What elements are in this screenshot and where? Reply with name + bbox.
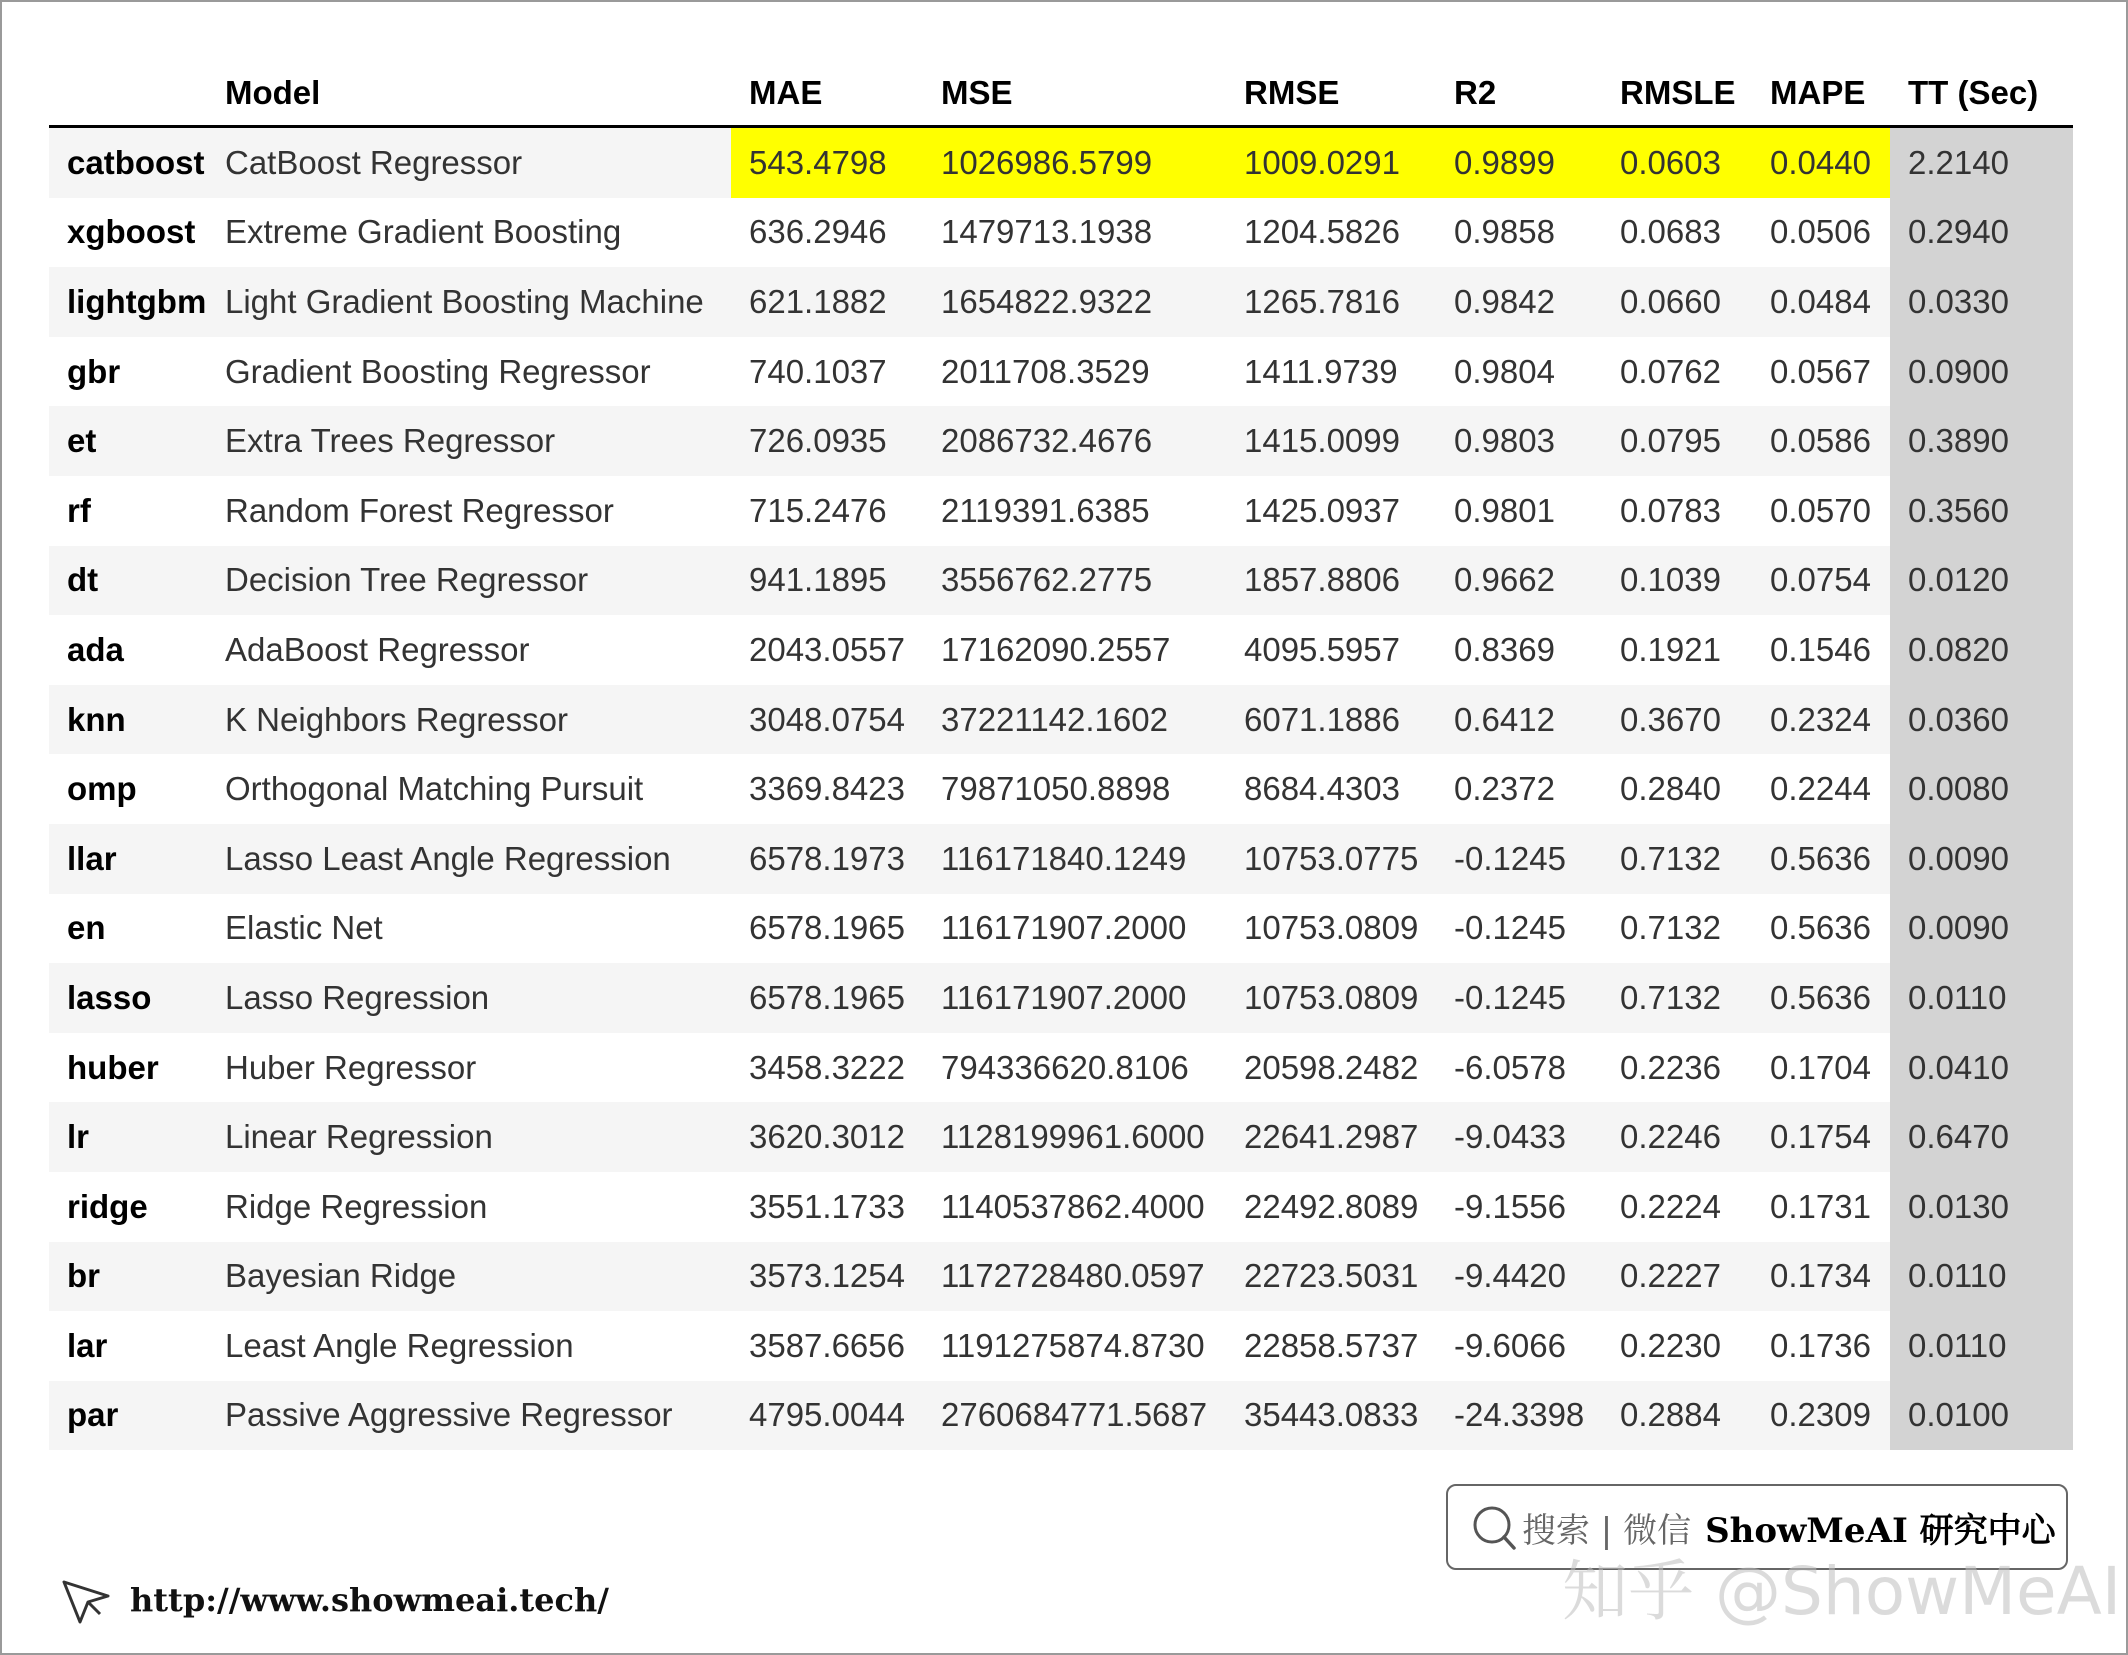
cell-index: dt xyxy=(49,546,207,616)
cell-mape: 0.2244 xyxy=(1752,754,1890,824)
cell-tt: 0.0110 xyxy=(1890,1242,2073,1312)
cell-tt: 0.0110 xyxy=(1890,1311,2073,1381)
header-rmsle: RMSLE xyxy=(1602,60,1752,127)
cell-index: gbr xyxy=(49,337,207,407)
cell-mae: 3551.1733 xyxy=(731,1172,923,1242)
cell-rmse: 1857.8806 xyxy=(1226,546,1436,616)
cell-tt: 0.0110 xyxy=(1890,963,2073,1033)
cell-mae: 740.1037 xyxy=(731,337,923,407)
cell-mape: 0.0567 xyxy=(1752,337,1890,407)
cell-rmse: 1425.0937 xyxy=(1226,476,1436,546)
cursor-arrow-icon xyxy=(58,1572,114,1628)
table-row xyxy=(49,1381,2073,1451)
table-row xyxy=(49,894,2073,964)
cell-model: Least Angle Regression xyxy=(207,1311,731,1381)
cell-index: et xyxy=(49,406,207,476)
cell-r2: -0.1245 xyxy=(1436,894,1602,964)
table-row xyxy=(49,1311,2073,1381)
cell-rmsle: 0.2840 xyxy=(1602,754,1752,824)
cell-index: huber xyxy=(49,1033,207,1103)
cell-rmsle: 0.7132 xyxy=(1602,894,1752,964)
cell-mae: 6578.1973 xyxy=(731,824,923,894)
cell-index: br xyxy=(49,1242,207,1312)
cell-mape: 0.5636 xyxy=(1752,824,1890,894)
cell-tt: 0.0330 xyxy=(1890,267,2073,337)
footer-url-line xyxy=(58,1572,609,1628)
cell-r2: -9.1556 xyxy=(1436,1172,1602,1242)
cell-mse: 794336620.8106 xyxy=(923,1033,1226,1103)
header-rmse: RMSE xyxy=(1226,60,1436,127)
table-row xyxy=(49,685,2073,755)
cell-tt: 0.3890 xyxy=(1890,406,2073,476)
cell-mape: 0.5636 xyxy=(1752,894,1890,964)
cell-rmsle: 0.2224 xyxy=(1602,1172,1752,1242)
cell-mape: 0.1546 xyxy=(1752,615,1890,685)
cell-mae: 3573.1254 xyxy=(731,1242,923,1312)
cell-model: Bayesian Ridge xyxy=(207,1242,731,1312)
table-row xyxy=(49,406,2073,476)
header-index xyxy=(49,60,207,127)
table-row xyxy=(49,824,2073,894)
cell-tt: 0.0080 xyxy=(1890,754,2073,824)
cell-model: Ridge Regression xyxy=(207,1172,731,1242)
cell-rmse: 1265.7816 xyxy=(1226,267,1436,337)
cell-mae: 6578.1965 xyxy=(731,894,923,964)
cell-mape: 0.0440 xyxy=(1752,127,1890,198)
cell-mae: 3587.6656 xyxy=(731,1311,923,1381)
cell-model: Random Forest Regressor xyxy=(207,476,731,546)
header-mse: MSE xyxy=(923,60,1226,127)
cell-tt: 0.2940 xyxy=(1890,198,2073,268)
cell-model: CatBoost Regressor xyxy=(207,127,731,198)
cell-rmsle: 0.2227 xyxy=(1602,1242,1752,1312)
cell-rmsle: 0.1039 xyxy=(1602,546,1752,616)
cell-r2: 0.9662 xyxy=(1436,546,1602,616)
cell-mae: 2043.0557 xyxy=(731,615,923,685)
cell-tt: 0.0090 xyxy=(1890,894,2073,964)
cell-rmsle: 0.0762 xyxy=(1602,337,1752,407)
cell-mse: 1026986.5799 xyxy=(923,127,1226,198)
cell-r2: -9.0433 xyxy=(1436,1102,1602,1172)
footer-url[interactable]: http://www.showmeai.tech/ xyxy=(130,1581,609,1619)
cell-mse: 79871050.8898 xyxy=(923,754,1226,824)
cell-model: Gradient Boosting Regressor xyxy=(207,337,731,407)
cell-r2: -9.4420 xyxy=(1436,1242,1602,1312)
cell-rmsle: 0.7132 xyxy=(1602,824,1752,894)
cell-mape: 0.1754 xyxy=(1752,1102,1890,1172)
cell-rmse: 1009.0291 xyxy=(1226,127,1436,198)
cell-rmsle: 0.2230 xyxy=(1602,1311,1752,1381)
cell-r2: 0.9803 xyxy=(1436,406,1602,476)
cell-mape: 0.0506 xyxy=(1752,198,1890,268)
table-row xyxy=(49,267,2073,337)
cell-model: K Neighbors Regressor xyxy=(207,685,731,755)
cell-mae: 636.2946 xyxy=(731,198,923,268)
cell-mse: 1191275874.8730 xyxy=(923,1311,1226,1381)
cell-rmse: 22858.5737 xyxy=(1226,1311,1436,1381)
cell-mape: 0.0754 xyxy=(1752,546,1890,616)
cell-mae: 3048.0754 xyxy=(731,685,923,755)
header-tt: TT (Sec) xyxy=(1890,60,2073,127)
table-row xyxy=(49,963,2073,1033)
cell-model: Extreme Gradient Boosting xyxy=(207,198,731,268)
cell-model: Huber Regressor xyxy=(207,1033,731,1103)
cell-mae: 4795.0044 xyxy=(731,1381,923,1451)
cell-rmsle: 0.0660 xyxy=(1602,267,1752,337)
table-row xyxy=(49,476,2073,546)
cell-r2: 0.8369 xyxy=(1436,615,1602,685)
cell-rmse: 1204.5826 xyxy=(1226,198,1436,268)
cell-mse: 1128199961.6000 xyxy=(923,1102,1226,1172)
cell-mse: 17162090.2557 xyxy=(923,615,1226,685)
cell-index: lar xyxy=(49,1311,207,1381)
cell-mae: 3620.3012 xyxy=(731,1102,923,1172)
cell-tt: 0.0900 xyxy=(1890,337,2073,407)
cell-index: par xyxy=(49,1381,207,1451)
cell-mse: 2011708.3529 xyxy=(923,337,1226,407)
cell-model: Lasso Least Angle Regression xyxy=(207,824,731,894)
cell-mse: 2760684771.5687 xyxy=(923,1381,1226,1451)
cell-mape: 0.2309 xyxy=(1752,1381,1890,1451)
cell-tt: 0.0360 xyxy=(1890,685,2073,755)
cell-index: catboost xyxy=(49,127,207,198)
table-header-row xyxy=(49,60,2073,127)
cell-tt: 0.0130 xyxy=(1890,1172,2073,1242)
header-r2: R2 xyxy=(1436,60,1602,127)
cell-index: xgboost xyxy=(49,198,207,268)
cell-rmse: 22641.2987 xyxy=(1226,1102,1436,1172)
cell-model: Orthogonal Matching Pursuit xyxy=(207,754,731,824)
cell-index: rf xyxy=(49,476,207,546)
cell-mse: 1479713.1938 xyxy=(923,198,1226,268)
cell-mse: 116171907.2000 xyxy=(923,963,1226,1033)
cell-rmsle: 0.2246 xyxy=(1602,1102,1752,1172)
cell-mae: 3458.3222 xyxy=(731,1033,923,1103)
cell-rmsle: 0.0795 xyxy=(1602,406,1752,476)
cell-rmsle: 0.7132 xyxy=(1602,963,1752,1033)
cell-rmsle: 0.0603 xyxy=(1602,127,1752,198)
cell-rmse: 10753.0809 xyxy=(1226,894,1436,964)
cell-model: Lasso Regression xyxy=(207,963,731,1033)
cell-r2: -9.6066 xyxy=(1436,1311,1602,1381)
cell-mape: 0.1736 xyxy=(1752,1311,1890,1381)
cell-index: lr xyxy=(49,1102,207,1172)
cell-mae: 543.4798 xyxy=(731,127,923,198)
table-row xyxy=(49,337,2073,407)
cell-rmse: 10753.0775 xyxy=(1226,824,1436,894)
cell-mape: 0.1734 xyxy=(1752,1242,1890,1312)
cell-mse: 1172728480.0597 xyxy=(923,1242,1226,1312)
search-brand: ShowMeAI 研究中心 xyxy=(1705,1510,2056,1551)
cell-mse: 116171907.2000 xyxy=(923,894,1226,964)
cell-tt: 2.2140 xyxy=(1890,127,2073,198)
cell-mae: 6578.1965 xyxy=(731,963,923,1033)
cell-mape: 0.0570 xyxy=(1752,476,1890,546)
cell-r2: 0.6412 xyxy=(1436,685,1602,755)
header-mape: MAPE xyxy=(1752,60,1890,127)
search-icon xyxy=(1466,1501,1518,1553)
cell-index: knn xyxy=(49,685,207,755)
cell-rmsle: 0.0783 xyxy=(1602,476,1752,546)
cell-model: AdaBoost Regressor xyxy=(207,615,731,685)
cell-mape: 0.1731 xyxy=(1752,1172,1890,1242)
cell-rmse: 8684.4303 xyxy=(1226,754,1436,824)
header-mae: MAE xyxy=(731,60,923,127)
cell-tt: 0.0820 xyxy=(1890,615,2073,685)
table-row xyxy=(49,546,2073,616)
cell-r2: 0.9801 xyxy=(1436,476,1602,546)
cell-rmse: 6071.1886 xyxy=(1226,685,1436,755)
table-body xyxy=(49,127,2073,1451)
cell-rmsle: 0.2884 xyxy=(1602,1381,1752,1451)
cell-rmsle: 0.3670 xyxy=(1602,685,1752,755)
cell-rmse: 20598.2482 xyxy=(1226,1033,1436,1103)
cell-model: Elastic Net xyxy=(207,894,731,964)
cell-rmse: 10753.0809 xyxy=(1226,963,1436,1033)
cell-index: ridge xyxy=(49,1172,207,1242)
cell-rmsle: 0.1921 xyxy=(1602,615,1752,685)
cell-tt: 0.0410 xyxy=(1890,1033,2073,1103)
cell-tt: 0.3560 xyxy=(1890,476,2073,546)
table-row xyxy=(49,1102,2073,1172)
table-row xyxy=(49,1033,2073,1103)
cell-r2: -0.1245 xyxy=(1436,963,1602,1033)
cell-rmsle: 0.2236 xyxy=(1602,1033,1752,1103)
cell-rmse: 1411.9739 xyxy=(1226,337,1436,407)
cell-rmse: 22723.5031 xyxy=(1226,1242,1436,1312)
zhihu-watermark: 知乎 @ShowMeAI xyxy=(1562,1553,2122,1630)
cell-index: llar xyxy=(49,824,207,894)
cell-mape: 0.1704 xyxy=(1752,1033,1890,1103)
cell-rmse: 1415.0099 xyxy=(1226,406,1436,476)
table-row xyxy=(49,754,2073,824)
cell-r2: 0.9842 xyxy=(1436,267,1602,337)
cell-mape: 0.2324 xyxy=(1752,685,1890,755)
cell-mse: 1654822.9322 xyxy=(923,267,1226,337)
cell-model: Light Gradient Boosting Machine xyxy=(207,267,731,337)
cell-mae: 621.1882 xyxy=(731,267,923,337)
cell-model: Linear Regression xyxy=(207,1102,731,1172)
cell-mape: 0.0484 xyxy=(1752,267,1890,337)
cell-rmse: 35443.0833 xyxy=(1226,1381,1436,1451)
cell-mse: 116171840.1249 xyxy=(923,824,1226,894)
cell-r2: 0.2372 xyxy=(1436,754,1602,824)
cell-index: en xyxy=(49,894,207,964)
cell-tt: 0.0100 xyxy=(1890,1381,2073,1451)
cell-tt: 0.6470 xyxy=(1890,1102,2073,1172)
cell-mse: 3556762.2775 xyxy=(923,546,1226,616)
header-model: Model xyxy=(207,60,731,127)
cell-tt: 0.0120 xyxy=(1890,546,2073,616)
cell-r2: 0.9858 xyxy=(1436,198,1602,268)
cell-mse: 2119391.6385 xyxy=(923,476,1226,546)
model-comparison-table xyxy=(49,60,2073,1450)
cell-mae: 726.0935 xyxy=(731,406,923,476)
cell-r2: 0.9804 xyxy=(1436,337,1602,407)
cell-model: Passive Aggressive Regressor xyxy=(207,1381,731,1451)
cell-model: Decision Tree Regressor xyxy=(207,546,731,616)
cell-mae: 941.1895 xyxy=(731,546,923,616)
cell-index: ada xyxy=(49,615,207,685)
table-row xyxy=(49,615,2073,685)
cell-rmse: 22492.8089 xyxy=(1226,1172,1436,1242)
cell-r2: -6.0578 xyxy=(1436,1033,1602,1103)
cell-mse: 1140537862.4000 xyxy=(923,1172,1226,1242)
cell-index: lasso xyxy=(49,963,207,1033)
cell-mape: 0.0586 xyxy=(1752,406,1890,476)
cell-r2: 0.9899 xyxy=(1436,127,1602,198)
table-row xyxy=(49,1172,2073,1242)
table-row xyxy=(49,198,2073,268)
cell-mse: 37221142.1602 xyxy=(923,685,1226,755)
cell-mape: 0.5636 xyxy=(1752,963,1890,1033)
cell-r2: -24.3398 xyxy=(1436,1381,1602,1451)
cell-tt: 0.0090 xyxy=(1890,824,2073,894)
cell-mae: 3369.8423 xyxy=(731,754,923,824)
table-row xyxy=(49,1242,2073,1312)
cell-rmsle: 0.0683 xyxy=(1602,198,1752,268)
cell-index: omp xyxy=(49,754,207,824)
cell-index: lightgbm xyxy=(49,267,207,337)
table-row xyxy=(49,127,2073,198)
search-hint: 搜索 | 微信 xyxy=(1522,1510,1692,1551)
cell-rmse: 4095.5957 xyxy=(1226,615,1436,685)
cell-mse: 2086732.4676 xyxy=(923,406,1226,476)
cell-model: Extra Trees Regressor xyxy=(207,406,731,476)
cell-r2: -0.1245 xyxy=(1436,824,1602,894)
cell-mae: 715.2476 xyxy=(731,476,923,546)
